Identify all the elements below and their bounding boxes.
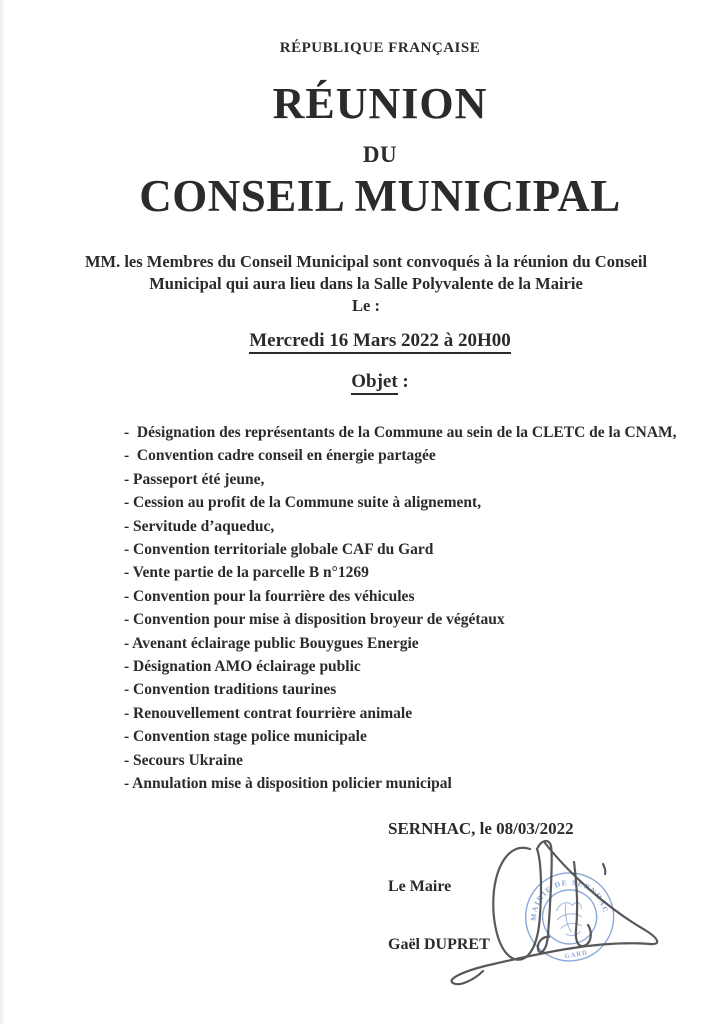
agenda-item: - Convention pour mise à disposition broyeur de végétaux [124, 611, 505, 629]
intro-line-1: MM. les Membres du Conseil Municipal sont convoqués à la réunion du Conseil [84, 252, 648, 271]
agenda-item: - Convention cadre conseil en énergie partagée [124, 447, 436, 465]
objet-colon: : [397, 371, 409, 392]
stamp-text-bottom: GARD [564, 949, 589, 961]
signatory-name: Gaël DUPRET [388, 936, 490, 953]
republique-header: RÉPUBLIQUE FRANÇAISE [279, 40, 481, 56]
title-reunion: RÉUNION [272, 79, 488, 128]
agenda-item: - Renouvellement contrat fourrière animale [124, 704, 413, 722]
agenda-item: - Convention traditions taurines [124, 681, 337, 699]
objet-label: Objet [351, 371, 397, 395]
stamp-text-top: MAIRIE DE SERNHAC [528, 877, 611, 921]
objet-heading [0, 371, 724, 393]
agenda-item: - Avenant éclairage public Bouygues Energie [124, 634, 419, 652]
title-du: DU [362, 142, 398, 167]
agenda-item: - Cession au profit de la Commune suite à alignement, [124, 494, 482, 512]
agenda-item: - Convention pour la fourrière des véhicules [124, 587, 415, 605]
signature-sweep [452, 843, 658, 984]
convocation-paragraph [0, 251, 724, 317]
agenda-item: - Annulation mise à disposition policier municipal [124, 775, 452, 793]
agenda-item: - Secours Ukraine [124, 751, 243, 769]
agenda-item: - Servitude d’aqueduc, [124, 517, 275, 535]
agenda-item: - Passeport été jeune, [124, 470, 265, 488]
agenda-item: - Désignation des représentants de la Commune au sein de la CLETC de la CNAM, [124, 424, 677, 441]
signature-tick [603, 864, 605, 874]
intro-line-3: Le : [352, 296, 380, 315]
meeting-date-text: Mercredi 16 Mars 2022 à 20H00 [249, 330, 511, 354]
closing-place-date: SERNHAC, le 08/03/2022 [388, 819, 574, 838]
signature-loop [493, 848, 541, 960]
meeting-date-line [0, 330, 724, 352]
mayor-signature [430, 830, 690, 995]
agenda-item: - Désignation AMO éclairage public [124, 658, 361, 676]
signature-stroke-2 [574, 862, 591, 946]
agenda-item: - Vente partie de la parcelle B n°1269 [124, 564, 369, 582]
signatory-title: Le Maire [388, 878, 452, 895]
title-conseil-municipal: CONSEIL MUNICIPAL [139, 171, 621, 221]
agenda-item: - Convention stage police municipale [124, 728, 367, 746]
agenda-list [124, 421, 684, 796]
agenda-item: - Convention territoriale globale CAF du Gard [124, 541, 434, 559]
intro-line-2: Municipal qui aura lieu dans la Salle Polyvalente de la Mairie [149, 274, 583, 293]
